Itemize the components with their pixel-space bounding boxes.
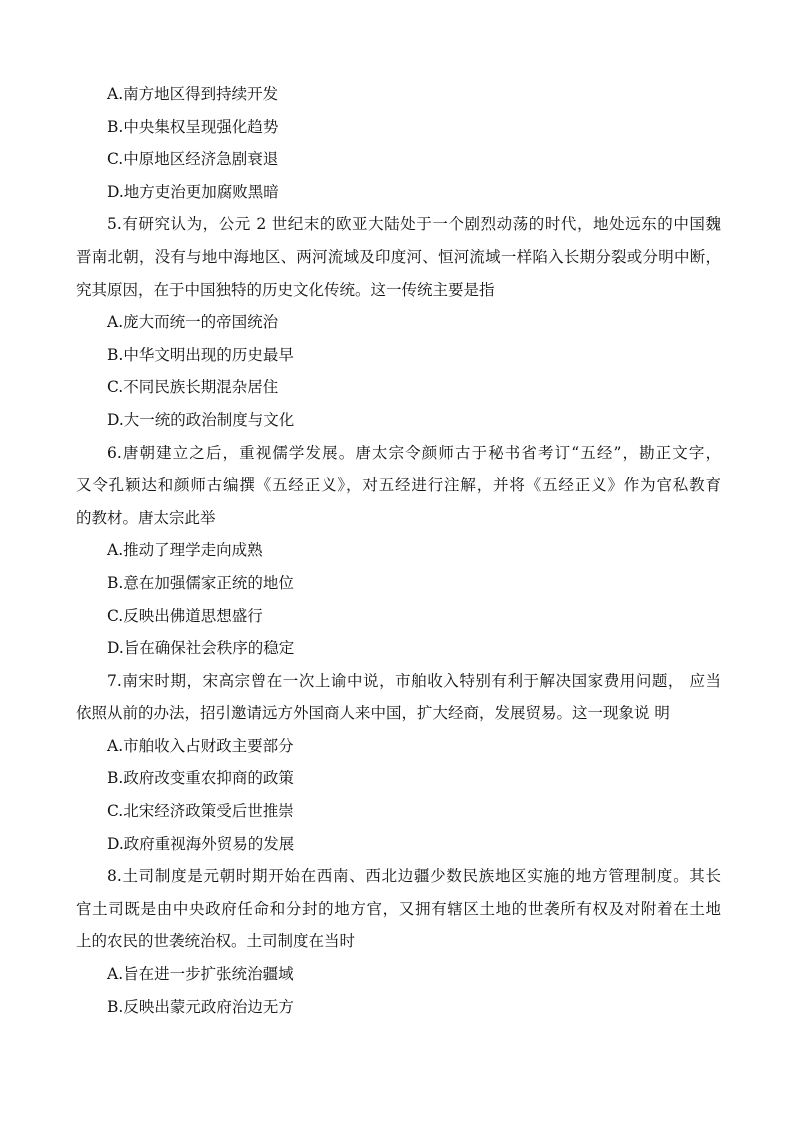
question-stem-line: 又令孔颖达和颜师古编撰《五经正义》，对五经进行注解，并将《五经正义》作为官私教育 — [76, 476, 721, 495]
answer-option: C.中原地区经济急剧衰退 — [107, 150, 279, 169]
question-stem-line: 6.唐朝建立之后，重视儒学发展。唐太宗令颜师古于秘书省考订“五经”，勘正文字， — [107, 443, 721, 462]
question-stem-line: 7.南宋时期，宋高宗曾在一次上谕中说，市舶收入特别有利于解决国家费用问题， 应当 — [107, 671, 721, 690]
answer-option: A.推动了理学走向成熟 — [107, 541, 263, 560]
question-stem — [76, 665, 721, 730]
question-stem — [76, 860, 721, 958]
answer-option: D.旨在确保社会秩序的稳定 — [107, 639, 295, 658]
question-stem-line: 的教材。唐太宗此举 — [76, 508, 216, 527]
question-stem-line: 5.有研究认为，公元 2 世纪末的欧亚大陆处于一个剧烈动荡的时代，地处远东的中国魏 — [107, 215, 721, 234]
question-stem-line: 上的农民的世袭统治权。土司制度在当时 — [76, 932, 356, 951]
question-stem-line: 8.土司制度是元朝时期开始在西南、西北边疆少数民族地区实施的地方管理制度。其长 — [107, 867, 721, 886]
answer-option: D.政府重视海外贸易的发展 — [107, 834, 295, 853]
answer-option: B.意在加强儒家正统的地位 — [107, 573, 294, 592]
answer-option: C.不同民族长期混杂居住 — [107, 378, 279, 397]
question-stem — [76, 437, 721, 535]
question-stem-line: 官土司既是由中央政府任命和分封的地方官，又拥有辖区土地的世袭所有权及对附着在土地 — [76, 899, 721, 918]
answer-option: D.大一统的政治制度与文化 — [107, 410, 295, 429]
answer-option: C.北宋经济政策受后世推崇 — [107, 802, 294, 821]
question-stem — [76, 208, 721, 306]
answer-option: A.旨在进一步扩张统治疆域 — [107, 965, 294, 984]
answer-option: B.政府改变重农抑商的政策 — [107, 769, 294, 788]
answer-option: A.庞大而统一的帝国统治 — [107, 313, 279, 332]
answer-option: D.地方吏治更加腐败黑暗 — [107, 182, 279, 201]
answer-option: B.中华文明出现的历史最早 — [107, 345, 294, 364]
answer-option: B.中央集权呈现强化趋势 — [107, 117, 279, 136]
question-stem-line: 依照从前的办法，招引邀请远方外国商人来中国，扩大经商，发展贸易。这一现象说 明 — [76, 704, 670, 723]
question-list — [76, 78, 721, 1023]
answer-option: A.市舶收入占财政主要部分 — [107, 736, 294, 755]
question-stem-line: 究其原因，在于中国独特的历史文化传统。这一传统主要是指 — [76, 280, 495, 299]
question-stem-line: 晋南北朝，没有与地中海地区、两河流域及印度河、恒河流域一样陷入长期分裂或分明中断， — [76, 247, 721, 266]
answer-option: C.反映出佛道思想盛行 — [107, 606, 263, 625]
answer-option: A.南方地区得到持续开发 — [107, 85, 279, 103]
answer-option: B.反映出蒙元政府治边无方 — [107, 997, 294, 1016]
